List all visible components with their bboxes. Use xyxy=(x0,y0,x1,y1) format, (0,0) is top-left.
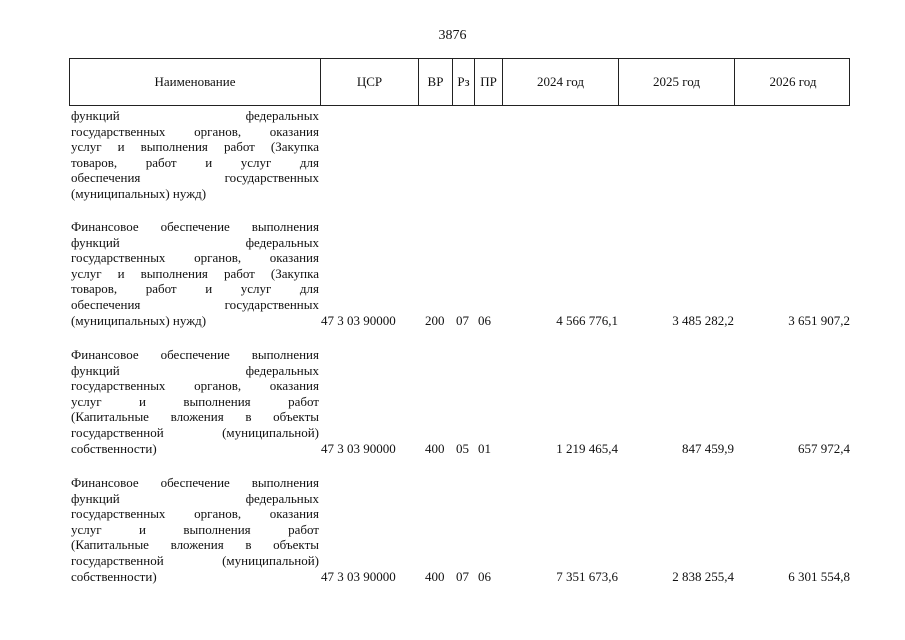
header-rz: Рз xyxy=(453,59,475,105)
row-name xyxy=(71,108,319,202)
cell-rz: 05 xyxy=(456,440,469,456)
cell-y2026: 657 972,4 xyxy=(798,440,850,456)
header-csr: ЦСР xyxy=(321,59,419,105)
table-header xyxy=(69,58,850,106)
row-name-line: услуг и выполнения работ xyxy=(71,521,319,537)
cell-y2025: 3 485 282,2 xyxy=(672,312,734,328)
header-2024: 2024 год xyxy=(503,59,619,105)
cell-vr: 400 xyxy=(425,440,445,456)
row-name-line: обеспечения государственных xyxy=(71,296,319,312)
row-name-line: государственной (муниципальной) xyxy=(71,424,319,440)
cell-y2025: 2 838 255,4 xyxy=(672,568,734,584)
cell-csr: 47 3 03 90000 xyxy=(321,568,396,584)
row-name-line: функций федеральных xyxy=(71,234,319,250)
row-name xyxy=(71,347,319,456)
cell-pr: 06 xyxy=(478,312,491,328)
cell-pr: 01 xyxy=(478,440,491,456)
row-name-line: собственности) xyxy=(71,440,157,456)
header-vr: ВР xyxy=(419,59,453,105)
row-name-line: (муниципальных) нужд) xyxy=(71,312,207,328)
cell-y2024: 4 566 776,1 xyxy=(556,312,618,328)
row-name-line: услуг и выполнения работ (Закупка xyxy=(71,265,319,281)
row-name-line: собственности) xyxy=(71,568,157,584)
row-name-line: Финансовое обеспечение выполнения xyxy=(71,347,319,362)
row-name-line: государственных органов, оказания xyxy=(71,378,319,394)
row-name-line: услуг и выполнения работ (Закупка xyxy=(71,139,319,155)
row-name-line: обеспечения государственных xyxy=(71,170,319,186)
cell-csr: 47 3 03 90000 xyxy=(321,312,396,328)
row-name-line: товаров, работ и услуг для xyxy=(71,154,319,170)
row-name xyxy=(71,219,319,328)
cell-y2024: 7 351 673,6 xyxy=(556,568,618,584)
row-name-line: функций федеральных xyxy=(71,362,319,378)
cell-y2025: 847 459,9 xyxy=(682,440,734,456)
cell-vr: 400 xyxy=(425,568,445,584)
cell-y2026: 3 651 907,2 xyxy=(788,312,850,328)
row-name-line: Финансовое обеспечение выполнения xyxy=(71,475,319,490)
row-name-line: товаров, работ и услуг для xyxy=(71,281,319,297)
header-2025: 2025 год xyxy=(619,59,735,105)
cell-csr: 47 3 03 90000 xyxy=(321,440,396,456)
cell-rz: 07 xyxy=(456,312,469,328)
page-number: 3876 xyxy=(438,28,467,43)
cell-y2026: 6 301 554,8 xyxy=(788,568,850,584)
row-name-line: функций федеральных xyxy=(71,490,319,506)
row-name-line: (Капитальные вложения в объекты xyxy=(71,537,319,553)
row-name-line: функций федеральных xyxy=(71,108,319,123)
row-name-line: государственных органов, оказания xyxy=(71,506,319,522)
row-name xyxy=(71,475,319,584)
row-name-line: (муниципальных) нужд) xyxy=(71,185,207,201)
cell-vr: 200 xyxy=(425,312,445,328)
header-2026: 2026 год xyxy=(769,74,817,89)
header-pr: ПР xyxy=(475,59,503,105)
row-name-line: услуг и выполнения работ xyxy=(71,393,319,409)
row-name-line: государственной (муниципальной) xyxy=(71,552,319,568)
row-name-line: Финансовое обеспечение выполнения xyxy=(71,219,319,234)
cell-pr: 06 xyxy=(478,568,491,584)
cell-y2024: 1 219 465,4 xyxy=(556,440,618,456)
cell-rz: 07 xyxy=(456,568,469,584)
row-name-line: государственных органов, оказания xyxy=(71,123,319,139)
header-name: Наименование xyxy=(70,59,321,105)
row-name-line: (Капитальные вложения в объекты xyxy=(71,409,319,425)
row-name-line: государственных органов, оказания xyxy=(71,250,319,266)
